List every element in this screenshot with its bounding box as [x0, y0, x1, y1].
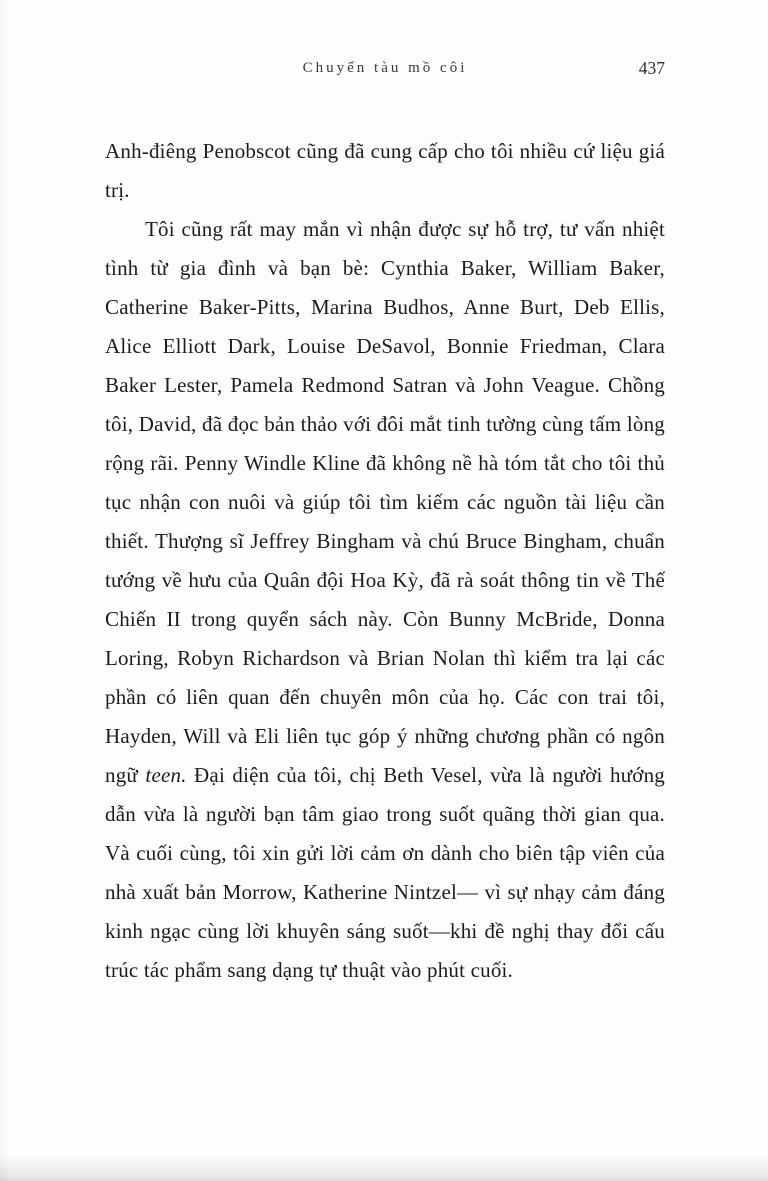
running-title: Chuyến tàu mồ côi: [302, 60, 468, 76]
page-number: 437: [638, 58, 665, 78]
paragraph-text-after: Đại diện của tôi, chị Beth Vesel, vừa là người hướng dẫn vừa là người bạn tâm giao trong suốt quãng thời gian qua. Và cuối cùng, tôi xin gửi lời cảm ơn dành cho biên tập viên của nhà xuất bản Morrow, Katherine Nintzel— vì sự nhạy cảm đáng kinh ngạc cùng lời khuyên sáng suốt—khi đề nghị thay đổi cấu trúc tác phẩm sang dạng tự thuật vào phút cuối.: [105, 763, 665, 982]
paragraph-continuation: Anh-điêng Penobscot cũng đã cung cấp cho tôi nhiều cứ liệu giá trị.: [105, 139, 665, 202]
page-body: [105, 132, 665, 990]
page-header: [105, 58, 665, 82]
italic-word-teen: teen.: [145, 763, 187, 787]
paragraph-text-before: Tôi cũng rất may mắn vì nhận được sự hỗ trợ, tư vấn nhiệt tình từ gia đình và bạn bè: Cynthia Baker, William Baker, Catherine Baker-Pitts, Marina Budhos, Anne Burt, Deb Ellis, Alice Elliott Dark, Louise DeSavol, Bonnie Friedman, Clara Baker Lester, Pamela Redmond Satran và John Veague. Chồng tôi, David, đã đọc bản thảo với đôi mắt tinh tường cùng tấm lòng rộng rãi. Penny Windle Kline đã không nề hà tóm tắt cho tôi thủ tục nhận con nuôi và giúp tôi tìm kiếm các nguồn tài liệu cần thiết. Thượng sĩ Jeffrey Bingham và chú Bruce Bingham, chuẩn tướng về hưu của Quân đội Hoa Kỳ, đã rà soát thông tin về Thế Chiến II trong quyển sách này. Còn Bunny McBride, Donna Loring, Robyn Richardson và Brian Nolan thì kiểm tra lại các phần có liên quan đến chuyên môn của họ. Các con trai tôi, Hayden, Will và Eli liên tục góp ý những chương phần có ngôn ngữ: [105, 217, 665, 787]
scan-edge-shadow-left: [0, 0, 10, 1181]
scan-edge-shadow-bottom: [0, 1155, 768, 1181]
paragraph-acknowledgements: [105, 210, 665, 990]
